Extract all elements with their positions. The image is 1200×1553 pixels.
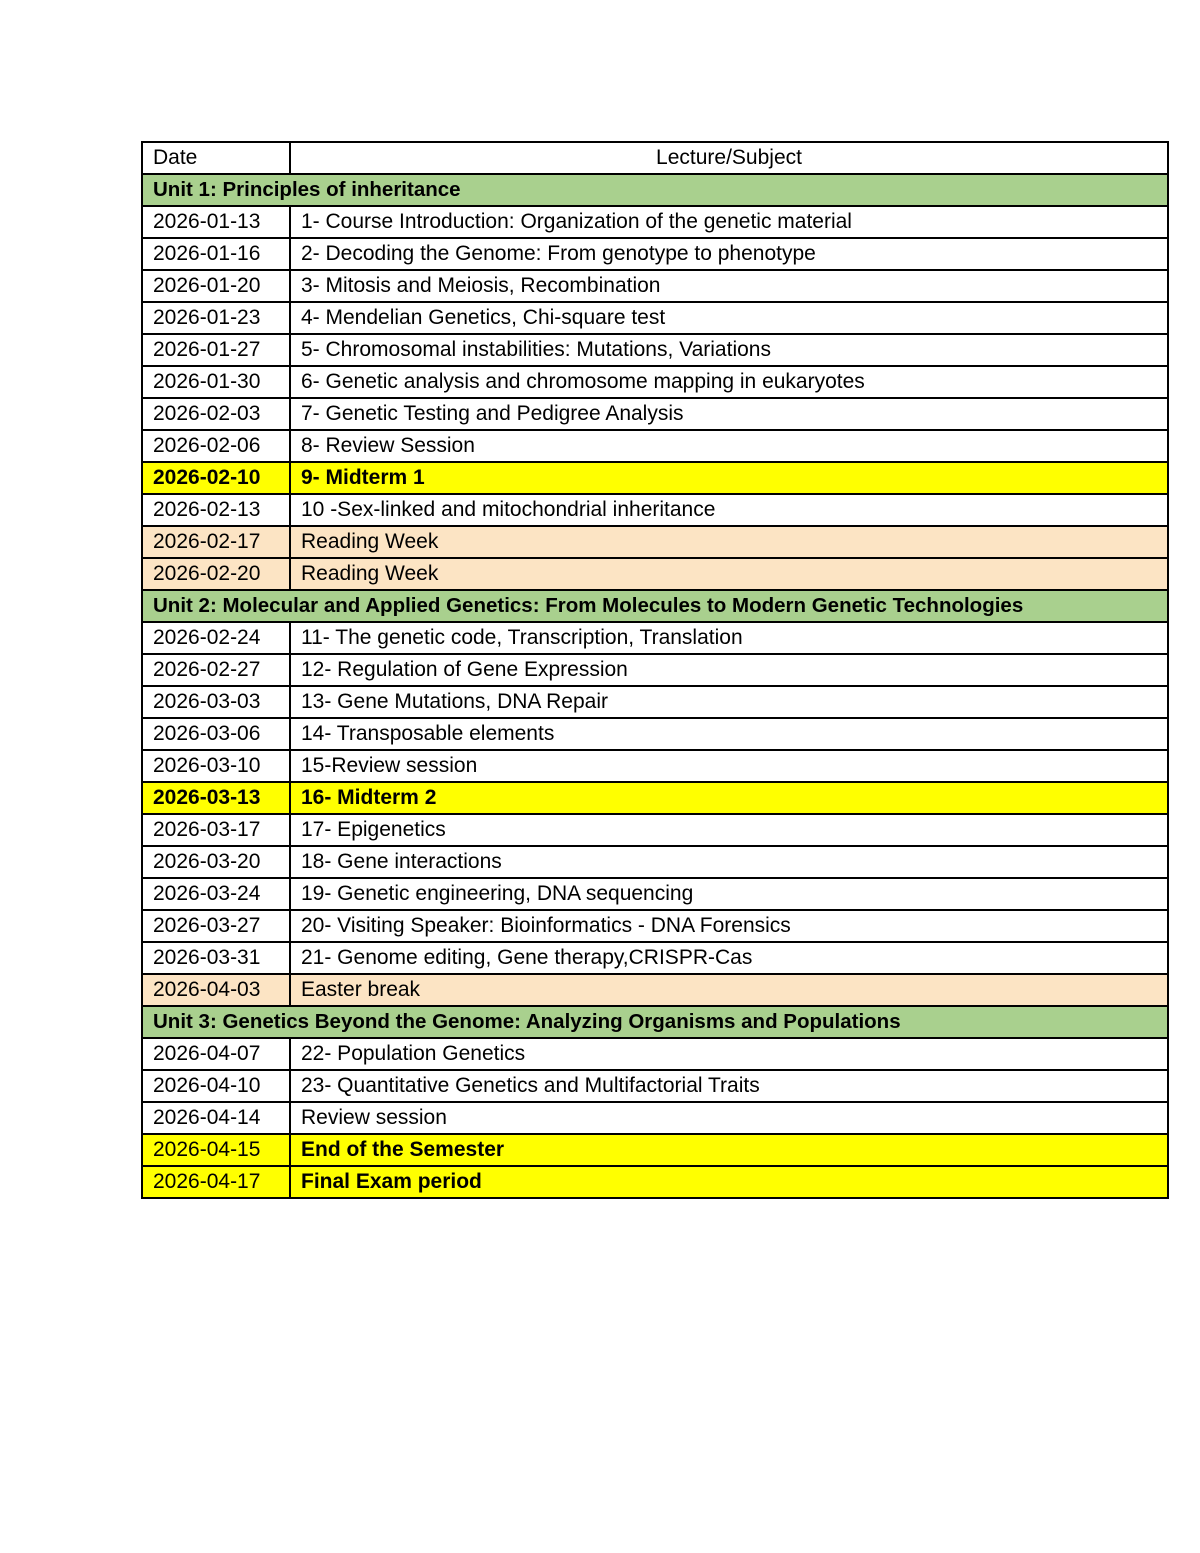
schedule-row (142, 334, 1168, 366)
schedule-row (142, 654, 1168, 686)
row-subject: 6- Genetic analysis and chromosome mapping in eukaryotes (290, 366, 1168, 398)
unit-header-row (142, 1006, 1168, 1038)
row-subject: End of the Semester (290, 1134, 1168, 1166)
row-date: 2026-04-07 (142, 1038, 290, 1070)
row-date: 2026-01-27 (142, 334, 290, 366)
row-date: 2026-04-14 (142, 1102, 290, 1134)
row-subject: Final Exam period (290, 1166, 1168, 1198)
row-subject: 18- Gene interactions (290, 846, 1168, 878)
row-subject: 8- Review Session (290, 430, 1168, 462)
row-date: 2026-03-06 (142, 718, 290, 750)
row-date: 2026-02-24 (142, 622, 290, 654)
row-subject: 16- Midterm 2 (290, 782, 1168, 814)
schedule-row (142, 686, 1168, 718)
schedule-row (142, 718, 1168, 750)
schedule-row (142, 302, 1168, 334)
row-subject: 20- Visiting Speaker: Bioinformatics - DNA Forensics (290, 910, 1168, 942)
row-subject: 7- Genetic Testing and Pedigree Analysis (290, 398, 1168, 430)
row-subject: 11- The genetic code, Transcription, Translation (290, 622, 1168, 654)
row-date: 2026-04-10 (142, 1070, 290, 1102)
row-date: 2026-02-06 (142, 430, 290, 462)
row-subject: 2- Decoding the Genome: From genotype to phenotype (290, 238, 1168, 270)
row-subject: Review session (290, 1102, 1168, 1134)
row-date: 2026-02-03 (142, 398, 290, 430)
row-subject: Easter break (290, 974, 1168, 1006)
schedule-row (142, 1070, 1168, 1102)
schedule-row (142, 430, 1168, 462)
row-subject: 10 -Sex-linked and mitochondrial inheritance (290, 494, 1168, 526)
schedule-row (142, 206, 1168, 238)
row-date: 2026-03-17 (142, 814, 290, 846)
row-subject: 4- Mendelian Genetics, Chi-square test (290, 302, 1168, 334)
schedule-row (142, 494, 1168, 526)
row-subject: 12- Regulation of Gene Expression (290, 654, 1168, 686)
unit-header-row (142, 590, 1168, 622)
schedule-row (142, 1038, 1168, 1070)
schedule-row (142, 782, 1168, 814)
row-date: 2026-02-20 (142, 558, 290, 590)
row-date: 2026-02-10 (142, 462, 290, 494)
row-date: 2026-01-23 (142, 302, 290, 334)
schedule-row (142, 462, 1168, 494)
row-subject: 22- Population Genetics (290, 1038, 1168, 1070)
row-subject: 3- Mitosis and Meiosis, Recombination (290, 270, 1168, 302)
row-date: 2026-03-10 (142, 750, 290, 782)
row-subject: Reading Week (290, 526, 1168, 558)
schedule-row (142, 558, 1168, 590)
row-subject: 1- Course Introduction: Organization of the genetic material (290, 206, 1168, 238)
row-date: 2026-03-27 (142, 910, 290, 942)
row-date: 2026-03-03 (142, 686, 290, 718)
subject-column-header: Lecture/Subject (290, 142, 1168, 174)
unit-title: Unit 2: Molecular and Applied Genetics: From Molecules to Modern Genetic Technologies (142, 590, 1168, 622)
row-date: 2026-04-17 (142, 1166, 290, 1198)
schedule-row (142, 878, 1168, 910)
row-subject: 15-Review session (290, 750, 1168, 782)
schedule-row (142, 270, 1168, 302)
row-subject: 14- Transposable elements (290, 718, 1168, 750)
date-column-header: Date (142, 142, 290, 174)
row-subject: 19- Genetic engineering, DNA sequencing (290, 878, 1168, 910)
schedule-row (142, 366, 1168, 398)
row-date: 2026-03-24 (142, 878, 290, 910)
row-date: 2026-03-31 (142, 942, 290, 974)
schedule-row (142, 1102, 1168, 1134)
row-subject: 21- Genome editing, Gene therapy,CRISPR-Cas (290, 942, 1168, 974)
row-date: 2026-03-20 (142, 846, 290, 878)
row-date: 2026-02-27 (142, 654, 290, 686)
schedule-body (142, 142, 1168, 1198)
row-date: 2026-01-20 (142, 270, 290, 302)
unit-title: Unit 1: Principles of inheritance (142, 174, 1168, 206)
schedule-row (142, 942, 1168, 974)
schedule-row (142, 238, 1168, 270)
row-date: 2026-04-15 (142, 1134, 290, 1166)
row-date: 2026-01-30 (142, 366, 290, 398)
schedule-row (142, 1134, 1168, 1166)
row-date: 2026-04-03 (142, 974, 290, 1006)
schedule-row (142, 1166, 1168, 1198)
header-row (142, 142, 1168, 174)
row-subject: Reading Week (290, 558, 1168, 590)
schedule-row (142, 910, 1168, 942)
row-subject: 9- Midterm 1 (290, 462, 1168, 494)
unit-header-row (142, 174, 1168, 206)
row-subject: 5- Chromosomal instabilities: Mutations, Variations (290, 334, 1168, 366)
row-date: 2026-02-13 (142, 494, 290, 526)
schedule-row (142, 622, 1168, 654)
row-date: 2026-01-16 (142, 238, 290, 270)
row-subject: 23- Quantitative Genetics and Multifactorial Traits (290, 1070, 1168, 1102)
schedule-row (142, 750, 1168, 782)
row-date: 2026-03-13 (142, 782, 290, 814)
row-subject: 13- Gene Mutations, DNA Repair (290, 686, 1168, 718)
schedule-row (142, 814, 1168, 846)
row-date: 2026-02-17 (142, 526, 290, 558)
schedule-row (142, 526, 1168, 558)
row-subject: 17- Epigenetics (290, 814, 1168, 846)
schedule-table (141, 141, 1169, 1199)
unit-title: Unit 3: Genetics Beyond the Genome: Analyzing Organisms and Populations (142, 1006, 1168, 1038)
schedule-row (142, 846, 1168, 878)
row-date: 2026-01-13 (142, 206, 290, 238)
schedule-row (142, 398, 1168, 430)
schedule-row (142, 974, 1168, 1006)
